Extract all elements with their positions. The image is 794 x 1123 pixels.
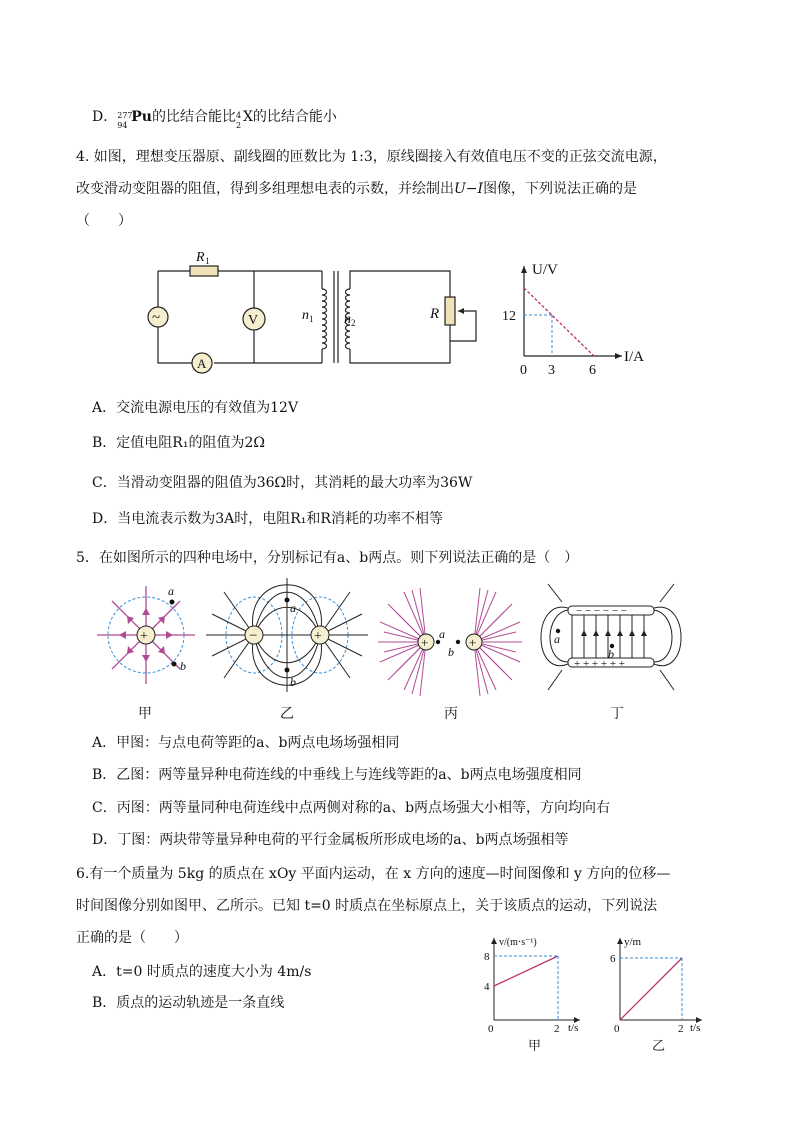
q5-stem: 5．在如图所示的四种电场中，分别标记有a、b两点。则下列说法正确的是（ ） [76,550,579,566]
q5-option-a [92,733,399,753]
option-label: C． [92,475,117,491]
charge-number: 94 [117,121,128,130]
option-label: B． [92,767,117,783]
label-yi: 乙 [280,707,294,722]
element-symbol: Pu [131,109,152,125]
point-a-bing: a [439,627,445,641]
tick-2: 2 [554,1023,560,1035]
option-text: 乙图：两等量异种电荷连线的中垂线上与连线等距的a、b两点电场强度相同 [116,767,582,783]
q6-stem-3: 正确的是（ ） [76,930,188,946]
tick-2-b: 2 [678,1023,684,1035]
q5-option-b [92,765,582,785]
q4-stem-2c: 图像，下列说法正确的是 [483,181,638,197]
option-text: 甲图：与点电荷等距的a、b两点电场场强相同 [116,735,400,751]
t-axis-label: t/s [568,1022,579,1034]
transformer-circuit [140,245,480,375]
option-label: C． [92,800,117,816]
element-symbol-2: X [242,109,253,125]
q4-option-b [92,433,265,453]
pu-nuclide [117,110,133,130]
n2-sub: 2 [351,318,356,328]
q4-option-d [92,509,443,529]
v-line [494,956,558,986]
q4-stem-2a: 改变滑动变阻器的阻值，得到多组理想电表的示数，并绘制出 [76,181,454,197]
label-ding: 丁 [610,707,624,722]
origin-label: 0 [520,363,527,378]
figure-bing [378,588,522,696]
y-axis-label: y/m [624,936,642,948]
option-label: B． [92,995,117,1011]
origin-label: 0 [488,1023,494,1035]
mass-number-2: 4 [235,111,242,120]
option-label: A． [92,400,117,416]
mass-number: 277 [117,111,133,120]
caption-jia: 甲 [528,1038,542,1053]
t-axis-label-2: t/s [690,1022,701,1034]
y-t-graph [602,932,720,1057]
field-figures [94,578,694,728]
q6-stem-2: 时间图像分别如图甲、乙所示。已知 t=0 时质点在坐标原点上，关于该质点的运动，下列说法 [76,898,658,914]
option-text: 的比结合能比 [151,109,236,125]
point-b-bing: b [448,645,454,659]
y-line [620,958,682,1020]
q5-option-d [92,830,569,850]
option-text-2: 的比结合能小 [252,109,337,125]
figure-yi [206,578,368,692]
tick-12: 12 [502,309,516,324]
option-text: 当滑动变阻器的阻值为36Ω时，其消耗的最大功率为36W [116,475,473,491]
x-nuclide [235,110,243,130]
q4-option-a [92,398,298,418]
option-label: A． [92,735,117,751]
rheostat-arrow [458,308,464,314]
option-label: D． [92,832,118,848]
n2-label: n [344,312,351,327]
q4-stem-1: 4. 如图，理想变压器原、副线圈的匝数比为 1:3，原线圈接入有效值电压不变的正弦交流电源， [76,149,667,165]
svg-text:+: + [140,629,148,644]
q6-option-b [92,993,284,1013]
u-i-line [524,288,594,356]
option-label: D． [92,511,118,527]
label-jia: 甲 [138,707,152,722]
point-b-jia: b [180,659,186,673]
option-text: 质点的运动轨迹是一条直线 [116,995,285,1011]
tick-6: 6 [610,953,616,965]
charge-number-2: 2 [235,121,242,130]
svg-text:+: + [421,635,429,650]
option-text: 丙图：两等量同种电荷连线中点两侧对称的a、b两点场强大小相等，方向均向右 [116,800,611,816]
point-b-yi: b [290,675,296,689]
option-text: 定值电阻R₁的阻值为2Ω [116,435,265,451]
ammeter-label: A [197,356,207,371]
point-b-ding: b [608,647,614,661]
q6-option-a [92,962,311,982]
ac-source-symbol: ~ [152,310,161,326]
label-bing: 丙 [444,707,458,722]
figure-jia [97,584,195,684]
option-label: D． [92,109,118,125]
q4-paren: （ ） [76,213,132,229]
option-text: 交流电源电压的有效值为12V [116,400,299,416]
origin-label-2: 0 [614,1023,620,1035]
q5-option-c [92,798,610,818]
svg-text:− − − − − −: − − − − − − [576,605,627,617]
svg-text:+: + [469,635,477,650]
r1-label: R [196,250,205,265]
q4-stem-2 [76,179,637,199]
caption-yi: 乙 [652,1038,666,1053]
tick-6: 6 [589,363,596,378]
q4-option-c [92,473,472,493]
i-axis-label: I/A [624,349,644,365]
svg-text:+: + [314,629,322,644]
point-a-jia: a [168,584,174,598]
q3-option-d [92,107,337,130]
option-text: t=0 时质点的速度大小为 4m/s [116,964,312,980]
q6-stem-1: 6.有一个质量为 5kg 的质点在 xOy 平面内运动，在 x 方向的速度—时间图像和 y 方向的位移— [76,866,671,882]
v-t-graph [472,932,600,1057]
tick-3: 3 [548,363,555,378]
option-label: A． [92,964,117,980]
svg-text:−: − [249,628,258,644]
n1-label: n [302,308,309,323]
option-text: 丁图：两块带等量异种电荷的平行金属板所形成电场的a、b两点场强相等 [117,832,569,848]
svg-text:+ + + + + +: + + + + + + [574,658,625,670]
tick-8: 8 [484,951,490,963]
option-text: 当电流表示数为3A时，电阻R₁和R消耗的功率不相等 [117,511,443,527]
point-a-yi: a [290,601,296,615]
point-a-ding: a [554,632,560,646]
rheostat-label: R [430,306,440,322]
option-label: B． [92,435,117,451]
q4-stem-ui: U−I [454,181,484,197]
figure-ding [541,584,681,690]
r1-sub: 1 [205,256,210,266]
tick-4: 4 [484,981,490,993]
v-axis-label: v/(m·s⁻¹) [499,937,537,948]
u-axis-label: U/V [532,262,558,278]
n1-sub: 1 [309,314,314,324]
voltmeter-label: V [248,313,259,328]
u-i-graph [498,258,658,378]
